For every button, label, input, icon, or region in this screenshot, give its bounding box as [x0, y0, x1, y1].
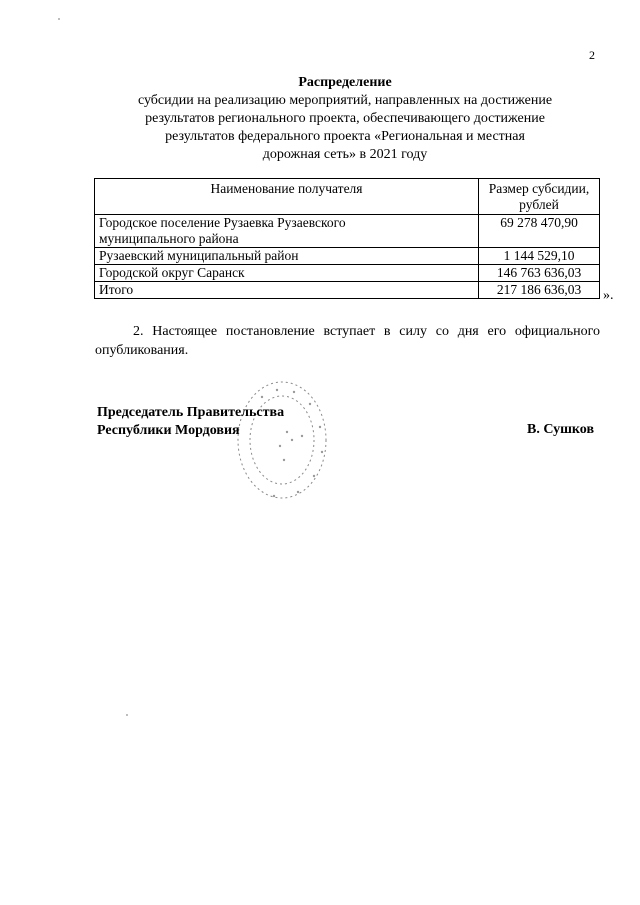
heading-line: результатов федерального проекта «Региональная и местная	[165, 129, 525, 144]
signatory-position-line: Председатель Правительства	[97, 405, 285, 420]
amount-cell: 146 763 636,03	[479, 265, 600, 282]
total-label-cell: Итого	[95, 282, 479, 299]
heading-title: Распределение	[298, 75, 392, 90]
table-row	[95, 248, 600, 265]
signatory-name: В. Сушков	[527, 422, 595, 437]
heading-line: субсидии на реализацию мероприятий, направленных на достижение	[137, 93, 553, 108]
recipient-line: муниципального района	[99, 231, 239, 246]
heading-line: результатов регионального проекта, обеспечивающего достижение	[145, 111, 545, 126]
header-amount	[479, 179, 600, 215]
heading-line: дорожная сеть» в 2021 году	[262, 147, 428, 162]
table-row	[95, 215, 600, 248]
clause-paragraph: 2. Настоящее постановление вступает в силу со дня его официального опубликования.	[95, 324, 600, 358]
amount-cell: 1 144 529,10	[479, 248, 600, 265]
scan-speck	[126, 714, 128, 716]
recipient-cell	[95, 215, 479, 248]
recipient-cell: Рузаевский муниципальный район	[95, 248, 479, 265]
official-stamp-seal	[232, 372, 342, 512]
total-amount-cell: 217 186 636,03	[479, 282, 600, 299]
table-header-row	[95, 179, 600, 215]
scan-speck	[58, 18, 60, 20]
signatory-position-line: Республики Мордовия	[97, 423, 240, 438]
table-row	[95, 265, 600, 282]
recipient-cell: Городской округ Саранск	[95, 265, 479, 282]
closing-quote: ».	[603, 288, 614, 303]
recipient-line: Городское поселение Рузаевка Рузаевского	[99, 215, 346, 230]
amount-cell: 69 278 470,90	[479, 215, 600, 248]
header-amount-unit: рублей	[519, 197, 559, 212]
document-heading	[95, 74, 595, 164]
header-recipient: Наименование получателя	[95, 179, 479, 215]
table-total-row	[95, 282, 600, 299]
signatory-position	[97, 404, 284, 440]
page-number: 2	[589, 48, 595, 62]
header-amount-line: Размер субсидии,	[488, 181, 590, 196]
subsidy-table	[94, 178, 600, 299]
